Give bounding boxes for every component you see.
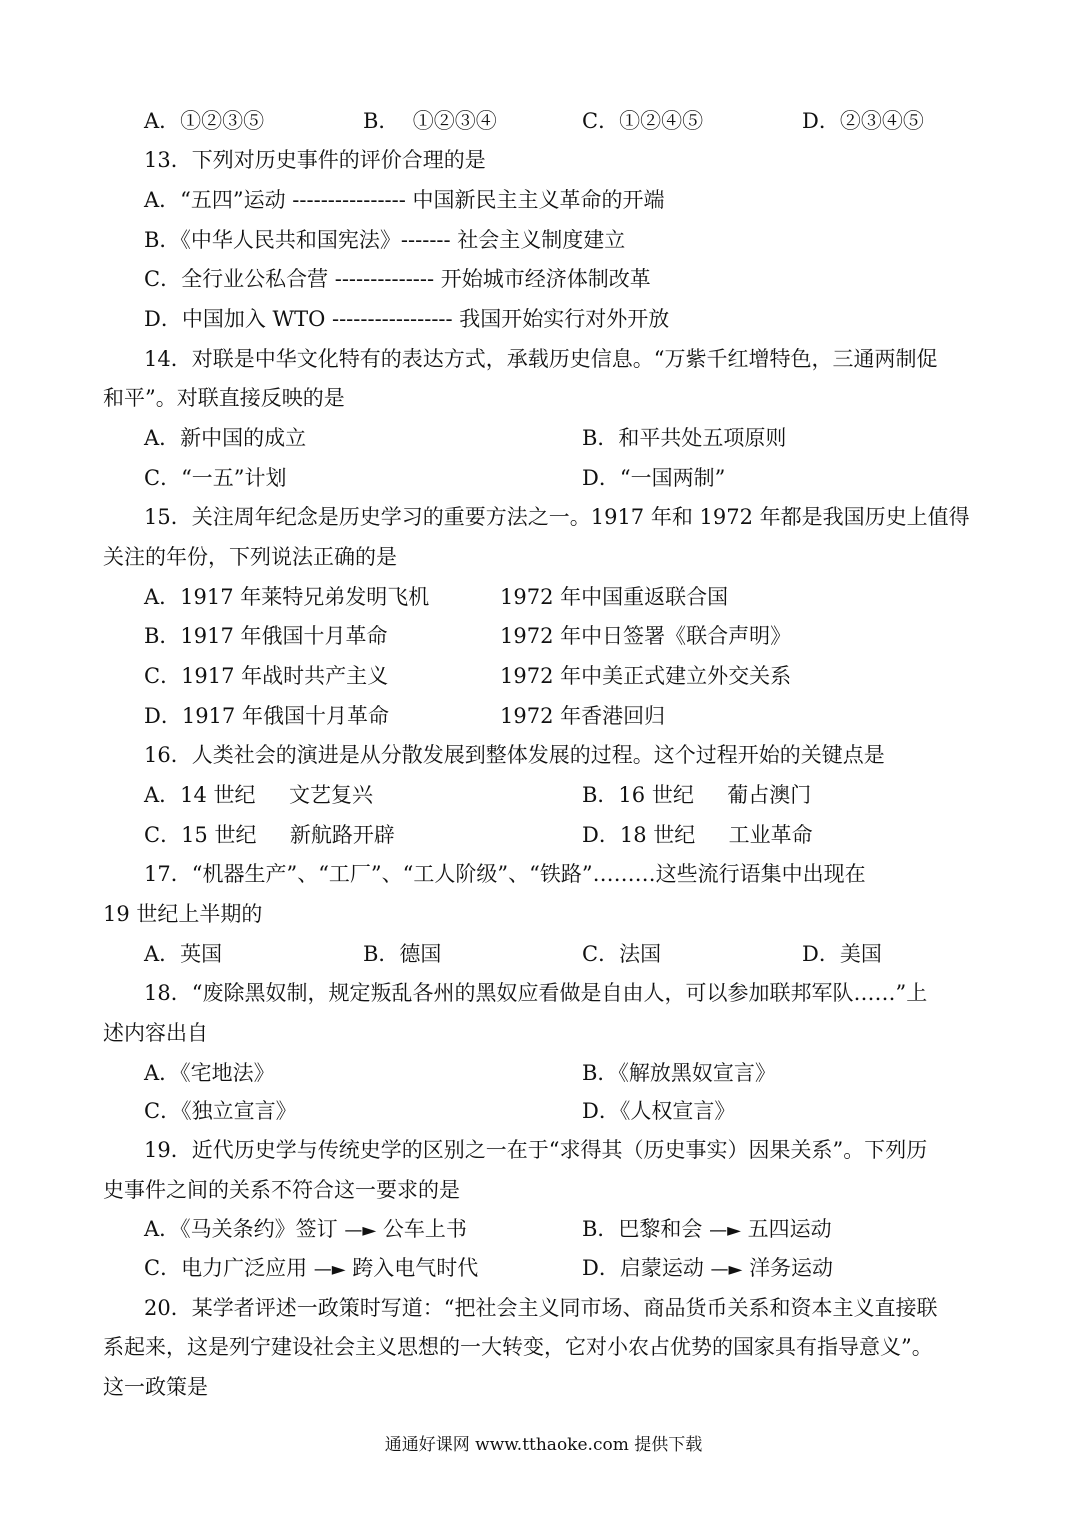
q18-option-c: C．《独立宣言》: [144, 1099, 297, 1123]
q15-option-c-right: 1972 年中美正式建立外交关系: [500, 664, 792, 688]
arrow-right-icon: —►: [710, 1259, 743, 1280]
q14-stem-line2: 和平”。对联直接反映的是: [103, 386, 345, 410]
q19-option-a: [144, 1215, 467, 1245]
q19-stem-line1: 19．近代历史学与传统史学的区别之一在于“求得其（历史事实）因果关系”。下列历: [144, 1138, 928, 1162]
q19-option-b: [582, 1215, 832, 1245]
q17-option-b: B．德国: [363, 942, 442, 966]
q13-option-a: A．“五四”运动 ---------------- 中国新民主主义革命的开端: [144, 188, 665, 212]
q12-option-b: B． ①②③④: [363, 109, 497, 133]
q19-option-a-effect: 公车上书: [382, 1217, 467, 1241]
q19-stem-line2: 史事件之间的关系不符合这一要求的是: [103, 1178, 460, 1202]
q18-stem-line2: 述内容出自: [103, 1021, 208, 1045]
q15-option-b-left: B．1917 年俄国十月革命: [144, 624, 388, 648]
q19-option-d-effect: 洋务运动: [749, 1256, 834, 1280]
q19-option-c: [144, 1254, 478, 1284]
q15-option-a-left: A．1917 年莱特兄弟发明飞机: [144, 585, 430, 609]
q14-option-b: B．和平共处五项原则: [582, 426, 787, 450]
page-footer: 通通好课网 www.tthaoke.com 提供下载: [384, 1435, 703, 1455]
q17-option-d: D．美国: [802, 942, 882, 966]
arrow-right-icon: —►: [344, 1220, 377, 1241]
q12-option-d: D．②③④⑤: [802, 109, 924, 133]
q16-option-d: D．18 世纪 工业革命: [582, 823, 813, 847]
q15-stem-line2: 关注的年份，下列说法正确的是: [103, 545, 397, 569]
q19-option-c-cause: C．电力广泛应用: [144, 1256, 308, 1280]
q18-option-a: A．《宅地法》: [144, 1061, 275, 1085]
q19-option-a-cause: A．《马关条约》签订: [144, 1217, 338, 1241]
q17-stem-line2: 19 世纪上半期的: [103, 902, 263, 926]
q15-option-d-right: 1972 年香港回归: [500, 704, 666, 728]
q17-stem-line1: 17．“机器生产”、“工厂”、“工人阶级”、“铁路”………这些流行语集中出现在: [144, 862, 866, 886]
q18-stem-line1: 18．“废除黑奴制，规定叛乱各州的黑奴应看做是自由人，可以参加联邦军队……”上: [144, 981, 928, 1005]
q16-option-c: C．15 世纪 新航路开辟: [144, 823, 395, 847]
q15-option-b-right: 1972 年中日签署《联合声明》: [500, 624, 792, 648]
q13-option-c: C．全行业公私合营 -------------- 开始城市经济体制改革: [144, 267, 651, 291]
q16-stem: 16．人类社会的演进是从分散发展到整体发展的过程。这个过程开始的关键点是: [144, 743, 885, 767]
q15-option-a-right: 1972 年中国重返联合国: [500, 585, 729, 609]
q20-stem-line3: 这一政策是: [103, 1375, 208, 1399]
q19-option-d: [582, 1254, 833, 1284]
q17-option-c: C．法国: [582, 942, 662, 966]
q20-stem-line1: 20．某学者评述一政策时写道：“把社会主义同市场、商品货币关系和资本主义直接联: [144, 1296, 938, 1320]
arrow-right-icon: —►: [709, 1220, 741, 1241]
q19-option-b-cause: B．巴黎和会: [582, 1217, 703, 1241]
q14-stem-line1: 14．对联是中华文化特有的表达方式，承载历史信息。“万紫千红增特色，三通两制促: [144, 347, 938, 371]
q15-option-c-left: C．1917 年战时共产主义: [144, 664, 389, 688]
q13-stem: 13．下列对历史事件的评价合理的是: [144, 148, 486, 172]
q12-option-c: C．①②④⑤: [582, 109, 704, 133]
q19-option-d-cause: D．启蒙运动: [582, 1256, 704, 1280]
q12-option-a: A．①②③⑤: [144, 109, 265, 133]
q13-option-d: D．中国加入 WTO ----------------- 我国开始实行对外开放: [144, 307, 670, 331]
q19-option-b-effect: 五四运动: [747, 1217, 832, 1241]
arrow-right-icon: —►: [313, 1259, 346, 1280]
q16-option-a: A．14 世纪 文艺复兴: [144, 783, 373, 807]
q20-stem-line2: 系起来，这是列宁建设社会主义思想的一大转变，它对小农占优势的国家具有指导意义”。: [103, 1335, 933, 1359]
q18-option-b: B．《解放黑奴宣言》: [582, 1061, 776, 1085]
q19-option-c-effect: 跨入电气时代: [352, 1256, 479, 1280]
q17-option-a: A．英国: [144, 942, 223, 966]
q16-option-b: B．16 世纪 葡占澳门: [582, 783, 812, 807]
q18-option-d: D．《人权宣言》: [582, 1099, 736, 1123]
q14-option-a: A．新中国的成立: [144, 426, 307, 450]
q15-option-d-left: D．1917 年俄国十月革命: [144, 704, 389, 728]
q14-option-c: C．“一五”计划: [144, 466, 287, 490]
q14-option-d: D．“一国两制”: [582, 466, 726, 490]
q13-option-b: B．《中华人民共和国宪法》------- 社会主义制度建立: [144, 228, 626, 252]
q15-stem-line1: 15．关注周年纪念是历史学习的重要方法之一。1917 年和 1972 年都是我国历史上值得: [144, 505, 970, 529]
